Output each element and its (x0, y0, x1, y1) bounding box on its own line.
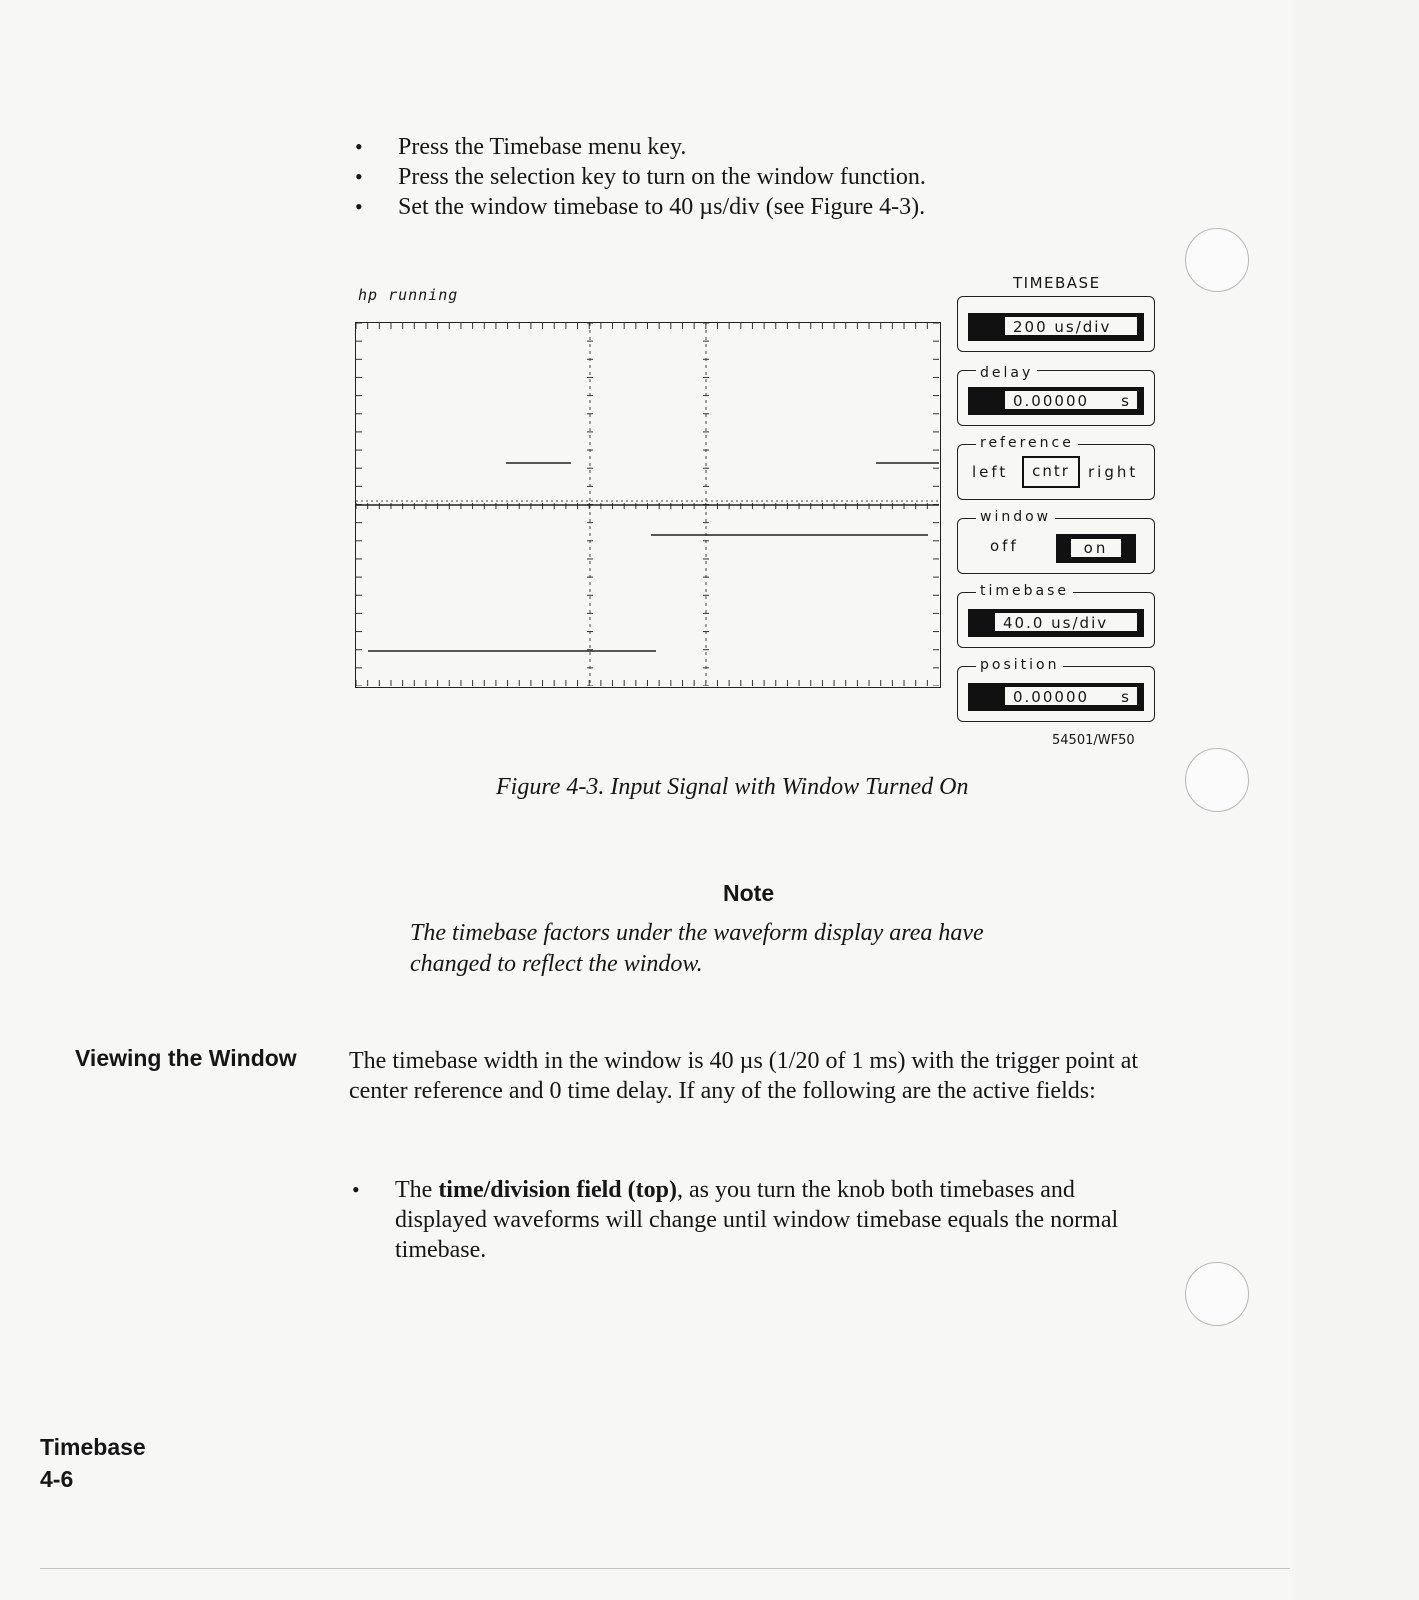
footer-title: Timebase (40, 1434, 146, 1460)
timebase-key[interactable] (957, 296, 1155, 352)
reference-left: left (972, 463, 1009, 481)
reference-right: right (1088, 463, 1139, 481)
scope-status: hp running (358, 286, 459, 304)
section-heading: Viewing the Window (75, 1045, 297, 1071)
figure-caption: Figure 4-3. Input Signal with Window Turned On (496, 774, 969, 800)
position-label: position (976, 657, 1063, 673)
reference-center: cntr (1022, 456, 1080, 488)
window-timebase-key[interactable] (957, 583, 1155, 648)
instruction-item: • Press the selection key to turn on the window function. (355, 162, 1055, 192)
footer-rule (40, 1568, 1290, 1569)
delay-label: delay (976, 365, 1037, 381)
window-key[interactable] (957, 509, 1155, 574)
field-item: • The time/division field (top), as you turn the knob both timebases and displayed waveforms will change until window timebase equals the normal timebase. (352, 1175, 1152, 1265)
note-heading: Note (723, 880, 775, 906)
window-off: off (990, 537, 1019, 555)
position-value: 0.00000 s (1004, 686, 1138, 706)
reference-label: reference (976, 435, 1078, 451)
window-timebase-value: 40.0 us/div (994, 612, 1138, 632)
timebase-value: 200 us/div (1004, 316, 1138, 336)
field-list (352, 1175, 1152, 1265)
scope-screen (355, 322, 941, 688)
instruction-item: • Press the Timebase menu key. (355, 132, 1055, 162)
section-paragraph: The timebase width in the window is 40 µs (1/20 of 1 ms) with the trigger point at center reference and 0 time delay. If any of the following are the active fields: (349, 1048, 1139, 1104)
instruction-list (355, 132, 1055, 222)
window-timebase-label: timebase (976, 583, 1073, 599)
instruction-item: • Set the window timebase to 40 µs/div (see Figure 4-3). (355, 192, 1055, 222)
window-label: window (976, 509, 1055, 525)
window-on: on (1070, 538, 1122, 558)
page-number: 4-6 (40, 1466, 74, 1492)
model-number: 54501/WF50 (1052, 733, 1135, 748)
punch-hole (1185, 748, 1249, 812)
menu-title: TIMEBASE (1013, 274, 1101, 292)
waveform-display (356, 323, 939, 686)
position-key[interactable] (957, 657, 1155, 722)
note-text: The timebase factors under the waveform display area have changed to reflect the window. (410, 920, 984, 977)
punch-hole (1185, 228, 1249, 292)
reference-key[interactable] (957, 435, 1155, 500)
punch-hole (1185, 1262, 1249, 1326)
delay-key[interactable] (957, 365, 1155, 426)
delay-value: 0.00000 s (1004, 390, 1138, 410)
